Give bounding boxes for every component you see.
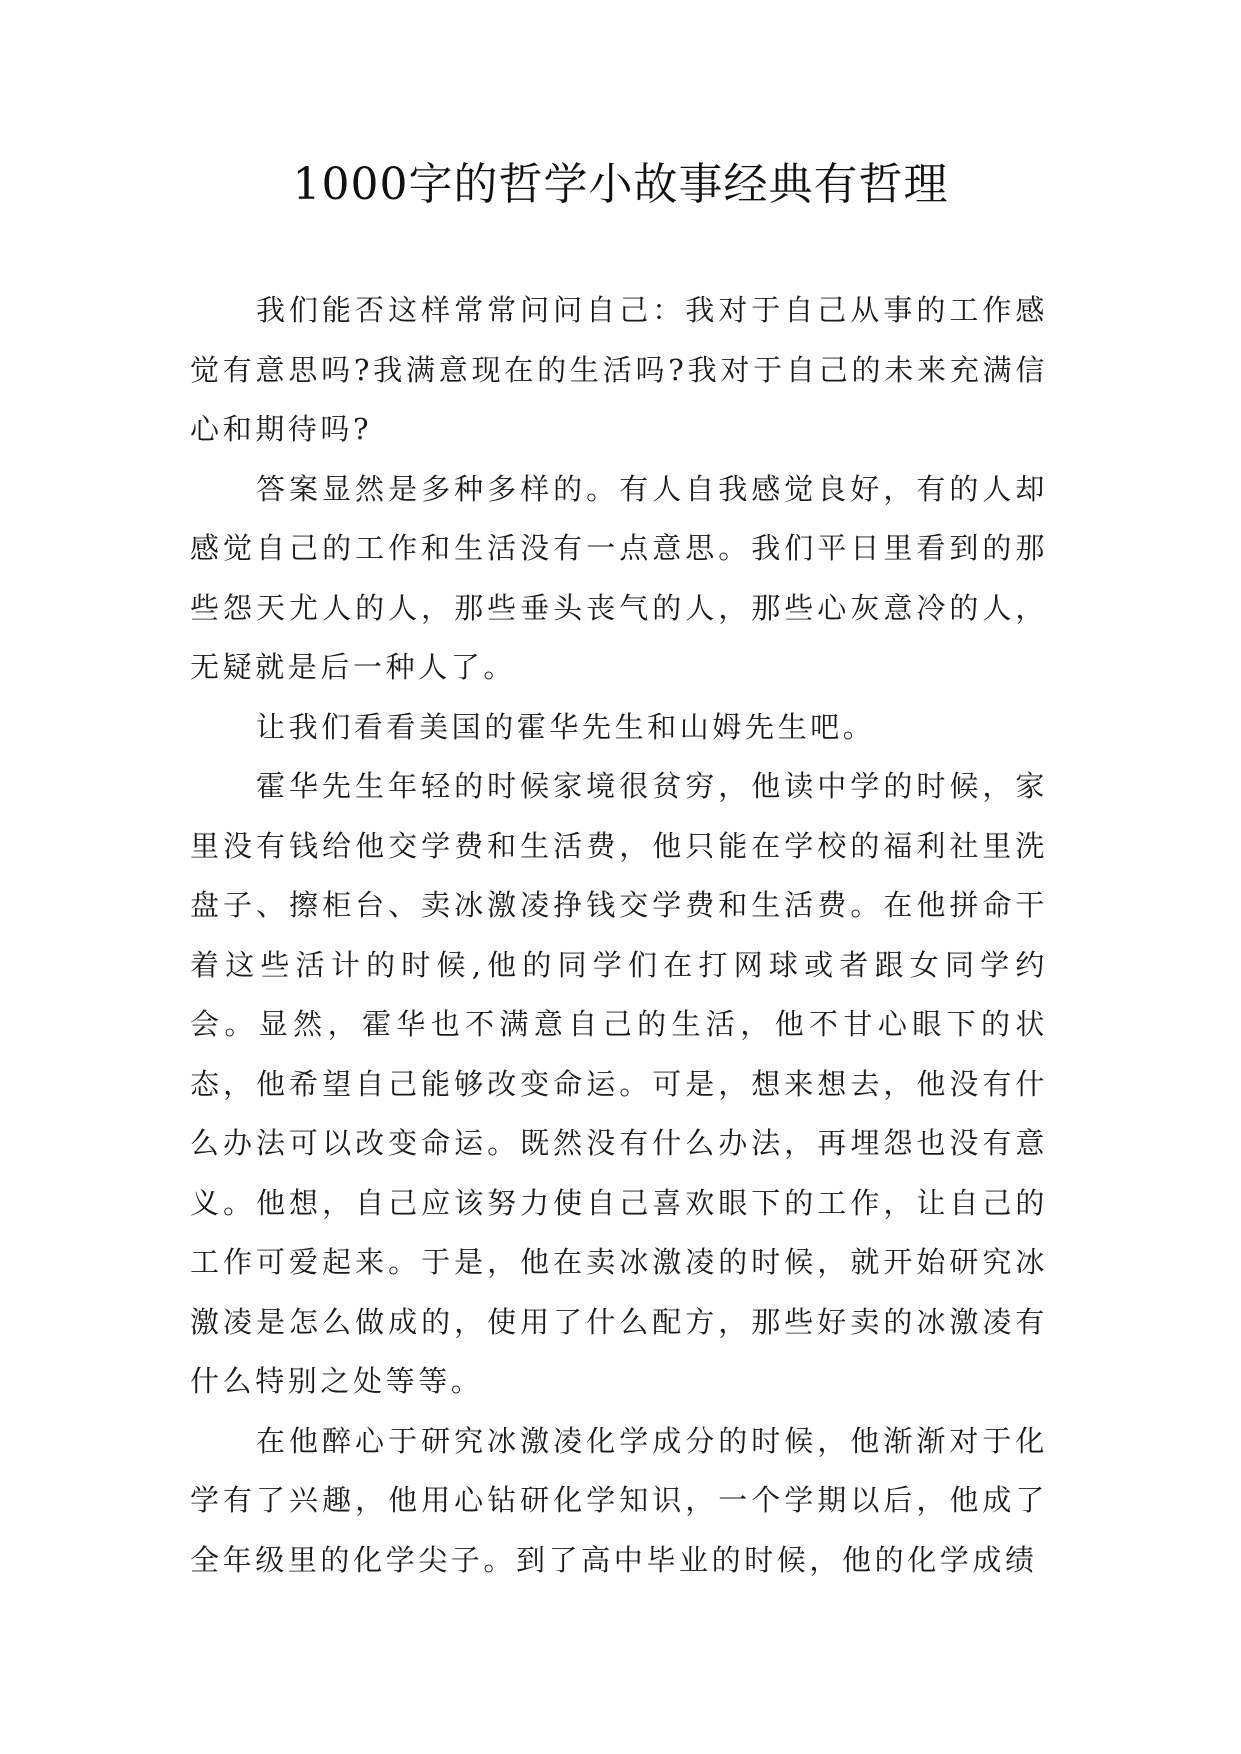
paragraph-2: 答案显然是多种多样的。有人自我感觉良好，有的人却感觉自己的工作和生活没有一点意思。我们平日里看到的那些怨天尤人的人，那些垂头丧气的人，那些心灰意冷的人，无疑就是后一种人了。 — [190, 471, 1048, 684]
paragraph-5: 在他醉心于研究冰激凌化学成分的时候，他渐渐对于化学有了兴趣，他用心钻研化学知识，一个学期以后，他成了全年级里的化学尖子。到了高中毕业的时候，他的化学成绩 — [190, 1423, 1048, 1577]
paragraph-1: 我们能否这样常常问问自己：我对于自己从事的工作感觉有意思吗?我满意现在的生活吗?我对于自己的未来充满信心和期待吗? — [190, 293, 1048, 446]
paragraph-4: 霍华先生年轻的时候家境很贫穷，他读中学的时候，家里没有钱给他交学费和生活费，他只能在学校的福利社里洗盘子、擦柜台、卖冰激凌挣钱交学费和生活费。在他拼命干着这些活计的时候,他的同学们在打网球或者跟女同学约会。显然，霍华也不满意自己的生活，他不甘心眼下的状态，他希望自己能够改变命运。可是，想来想去，他没有什么办法可以改变命运。既然没有什么办法，再埋怨也没有意义。他想，自己应该努力使自己喜欢眼下的工作，让自己的工作可爱起来。于是，他在卖冰激凌的时候，就开始研究冰激凌是怎么做成的，使用了什么配方，那些好卖的冰激凌有什么特别之处等等。 — [190, 769, 1048, 1398]
paragraph-3: 让我们看看美国的霍华先生和山姆先生吧。 — [256, 709, 876, 744]
document-body — [190, 281, 1048, 1590]
document-title: 1000字的哲学小故事经典有哲理 — [292, 159, 949, 210]
